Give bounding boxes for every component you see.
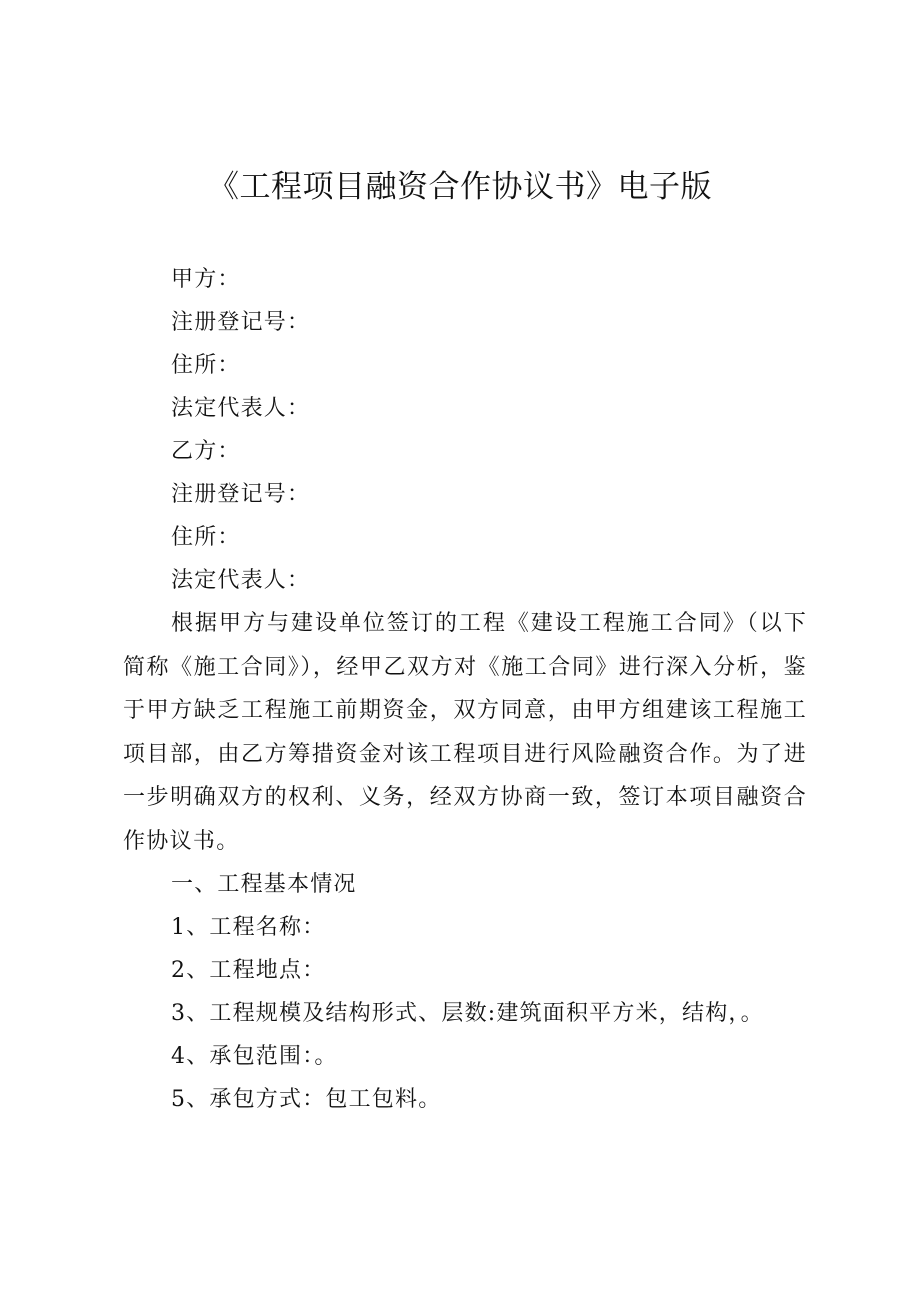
section-item-project-scale: 3、工程规模及结构形式、层数:建筑面积平方米，结构，。: [171, 1001, 764, 1026]
document-title: 《工程项目融资合作协议书》电子版: [208, 169, 712, 205]
section-item-project-location: 2、工程地点：: [171, 958, 326, 983]
section-item-contract-scope: 4、承包范围：。: [171, 1044, 338, 1069]
party-b-representative-label: 法定代表人：: [171, 568, 311, 593]
section-item-contract-method: 5、承包方式：包工包料。: [171, 1087, 442, 1112]
party-a-address-label: 住所：: [171, 353, 241, 378]
document-body: [123, 258, 807, 1121]
section-heading: 一、工程基本情况: [171, 872, 357, 897]
party-a-label: 甲方：: [171, 267, 241, 292]
section-item-project-name: 1、工程名称：: [171, 915, 326, 940]
party-b-label: 乙方：: [171, 439, 241, 464]
party-b-address-label: 住所：: [171, 525, 241, 550]
intro-paragraph: 根据甲方与建设单位签订的工程《建设工程施工合同》（以下简称《施工合同》），经甲乙双方对《施工合同》进行深入分析，鉴于甲方缺乏工程施工前期资金，双方同意，由甲方组建该工程施工项目部，由乙方筹措资金对该工程项目进行风险融资合作。为了进一步明确双方的权利、义务，经双方协商一致，签订本项目融资合作协议书。: [123, 611, 807, 854]
party-a-registration-label: 注册登记号：: [171, 310, 311, 335]
party-a-representative-label: 法定代表人：: [171, 396, 311, 421]
party-b-registration-label: 注册登记号：: [171, 482, 311, 507]
